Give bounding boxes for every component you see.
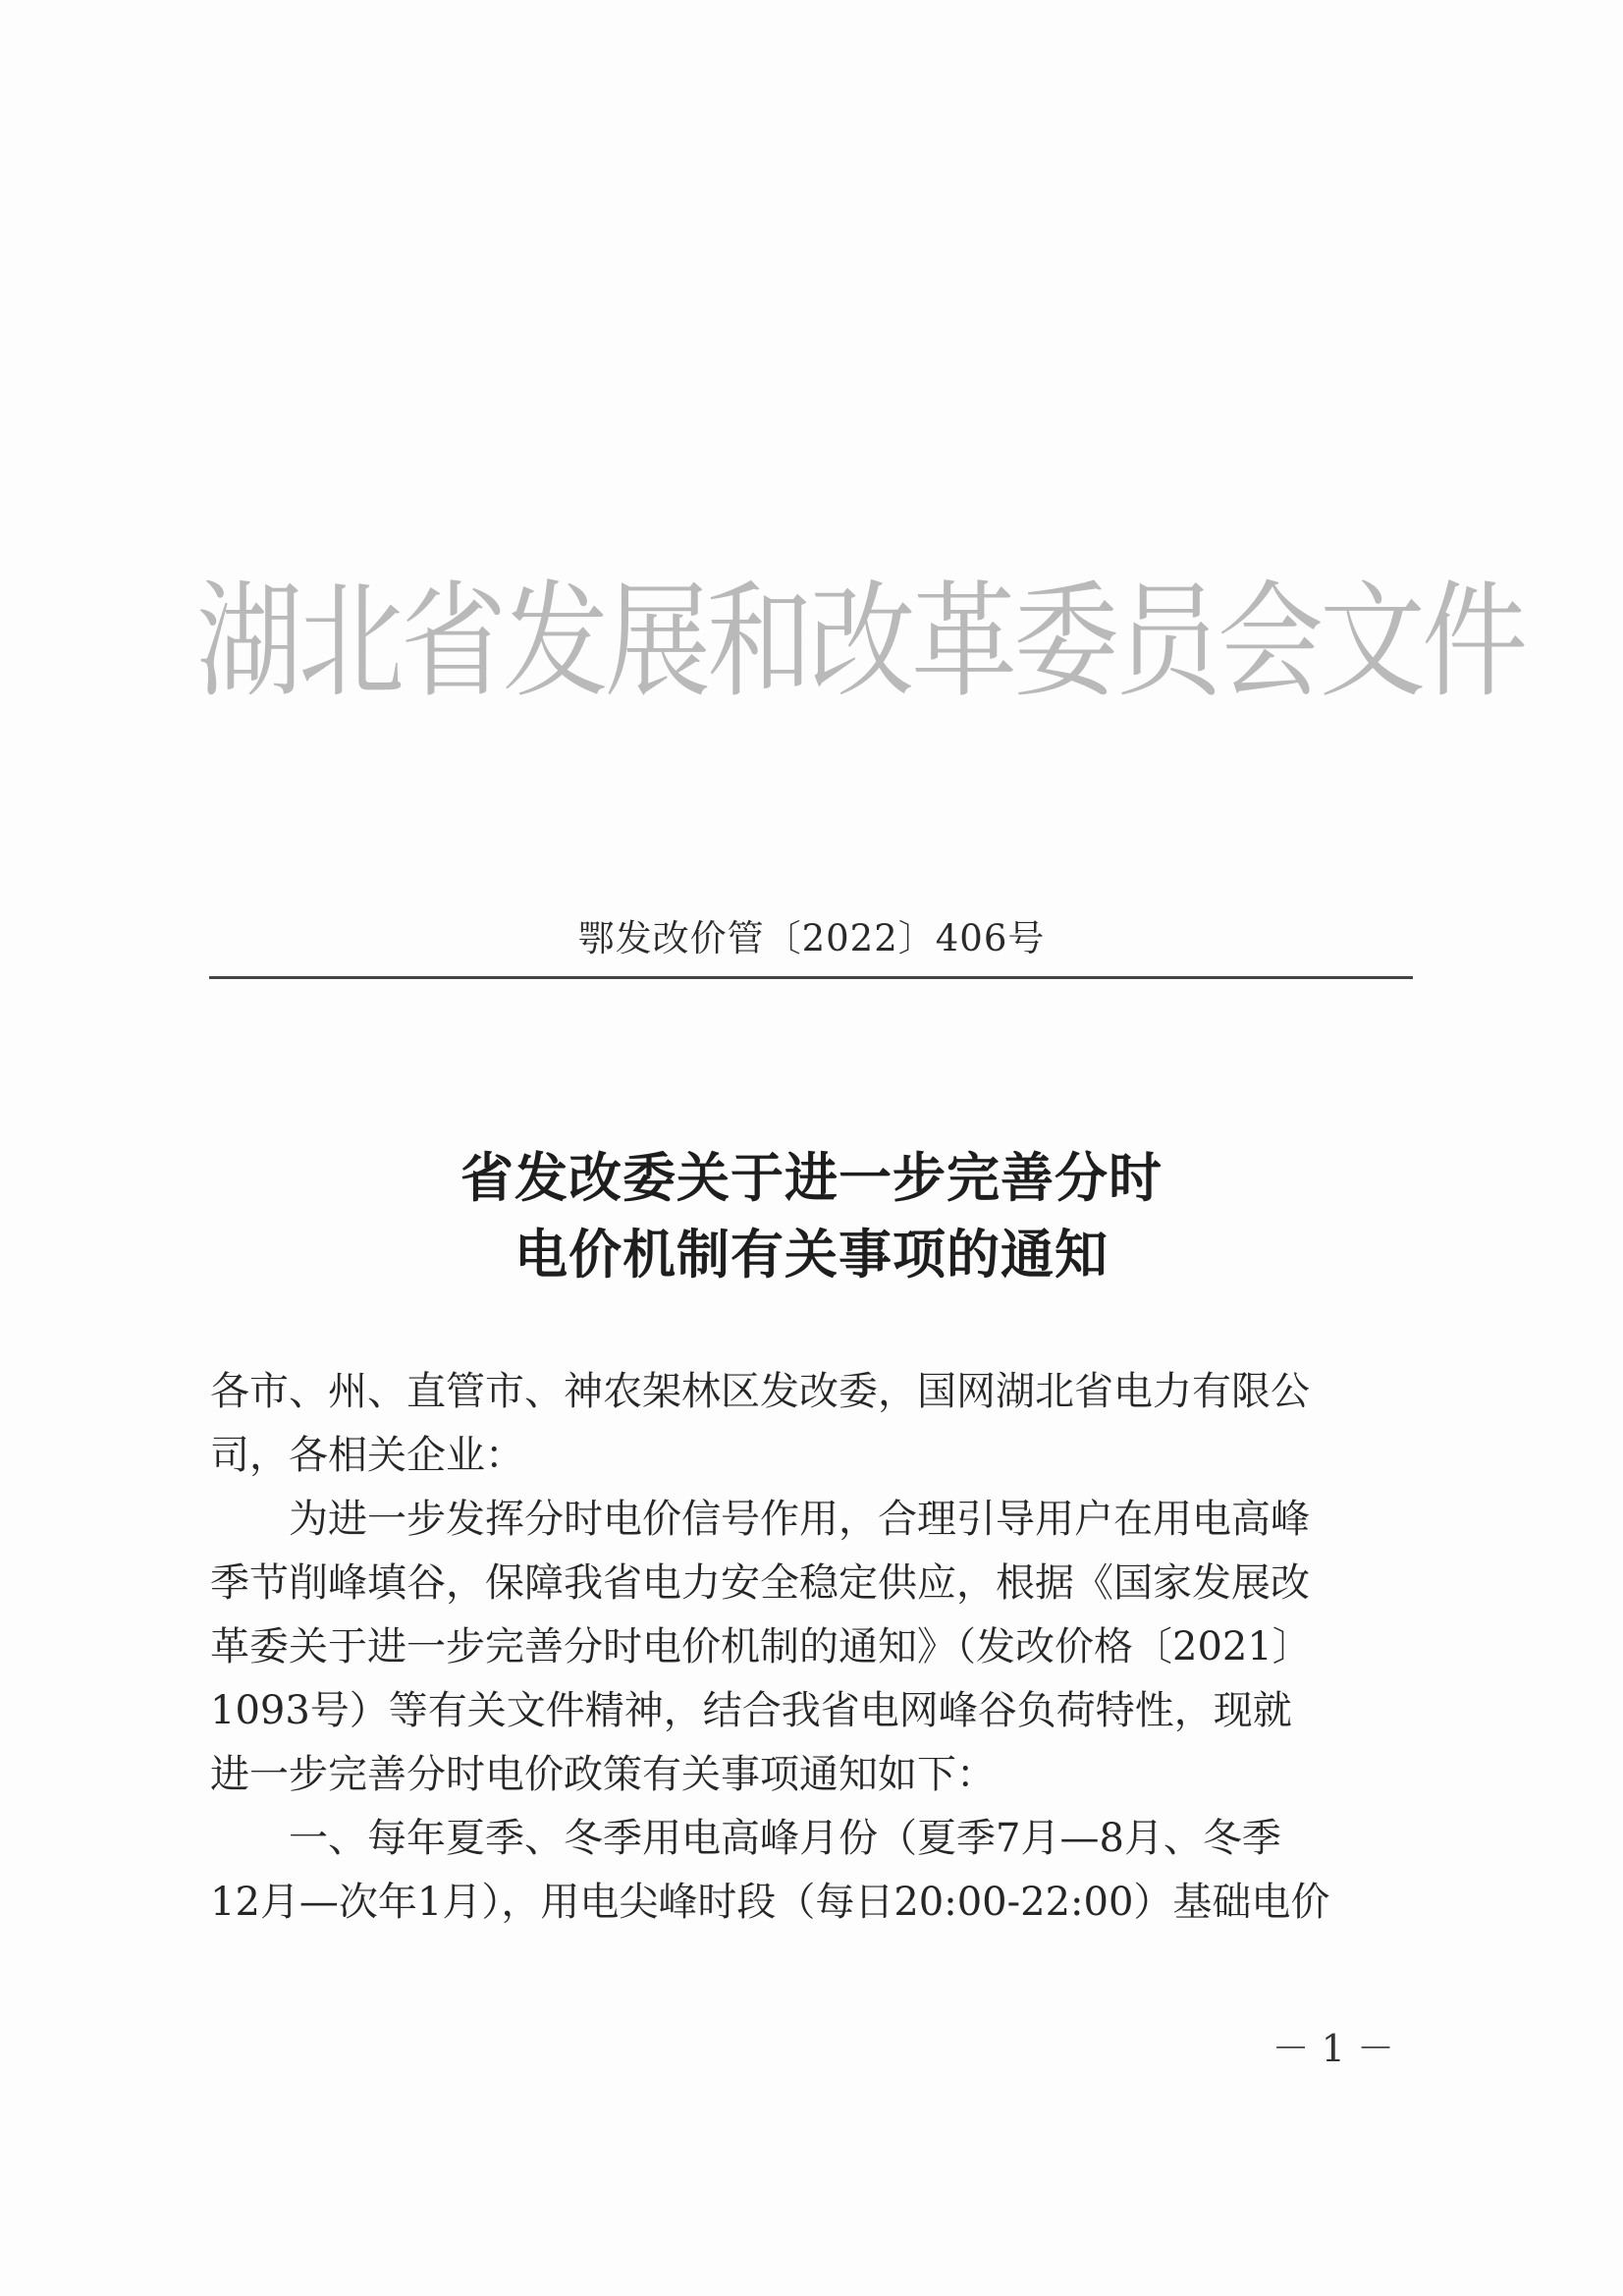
- paragraph-intro-line-1: 为进一步发挥分时电价信号作用，合理引导用户在用电高峰: [289, 1497, 1310, 1542]
- title-line-2: 电价机制有关事项的通知: [514, 1223, 1109, 1285]
- paragraph-intro: [210, 1488, 1408, 1807]
- paragraph-intro-line-3: 革委关于进一步完善分时电价机制的通知》（发改价格〔2021〕: [210, 1624, 1312, 1669]
- title-line-1: 省发改委关于进一步完善分时: [460, 1146, 1163, 1209]
- document-body: [210, 1360, 1408, 1935]
- paragraph-intro-line-5: 进一步完善分时电价政策有关事项通知如下：: [210, 1752, 996, 1797]
- paragraph-item-1: [210, 1807, 1408, 1935]
- paragraph-intro-line-4: 1093号）等有关文件精神，结合我省电网峰谷负荷特性，现就: [210, 1688, 1292, 1733]
- document-number: 鄂发改价管〔2022〕406号: [577, 917, 1046, 959]
- paragraph-item-1-line-1: 一、每年夏季、冬季用电高峰月份（夏季7月—8月、冬季: [289, 1816, 1281, 1861]
- salutation-line-1: 各市、州、直管市、神农架林区发改委，国网湖北省电力有限公: [210, 1369, 1310, 1414]
- header-divider-line: [209, 976, 1413, 979]
- salutation: [210, 1360, 1408, 1488]
- page-number: － 1 －: [1271, 2027, 1394, 2070]
- document-title: [0, 1139, 1623, 1292]
- document-masthead: 湖北省发展和改革委员会文件: [196, 570, 1525, 715]
- paragraph-item-1-line-2: 12月—次年1月），用电尖峰时段（每日20:00-22:00）基础电价: [210, 1880, 1330, 1925]
- paragraph-intro-line-2: 季节削峰填谷，保障我省电力安全稳定供应，根据《国家发展改: [210, 1560, 1310, 1606]
- salutation-line-2: 司，各相关企业：: [210, 1433, 524, 1478]
